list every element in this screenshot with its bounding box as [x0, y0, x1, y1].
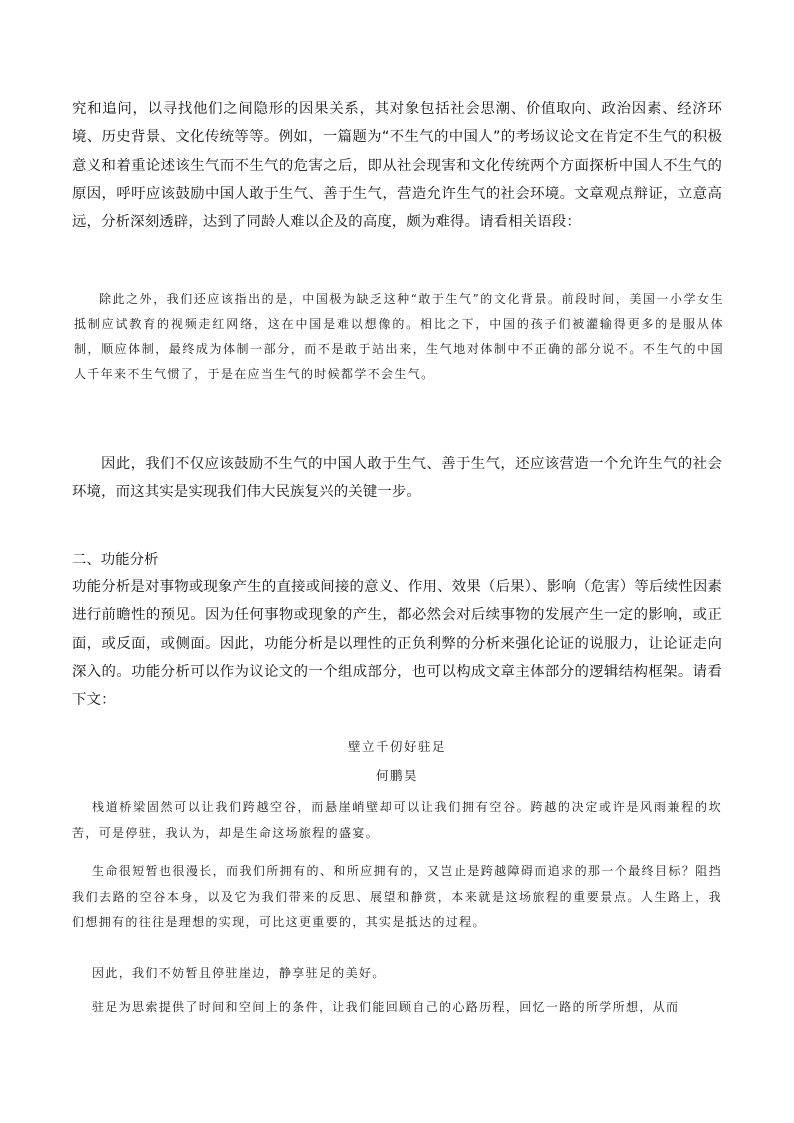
function-analysis-paragraph: 功能分析是对事物或现象产生的直接或间接的意义、作用、效果（后果）、影响（危害）等后续性因素进行前瞻性的预见。因为任何事物或现象的产生，都必然会对后续事物的发展产生一定的影响，或正面，或反面，或侧面。因此，功能分析是以理性的正负利弊的分析来强化论证的说服力，让论证走向深入的。功能分析可以作为议论文的一个组成部分，也可以构成文章主体部分的逻辑结构框架。请看下文： — [72, 579, 722, 709]
conclusion-paragraph: 因此，我们不仅应该鼓励不生气的中国人敢于生气、善于生气，还应该营造一个允许生气的社会环境，而这其实是实现我们伟大民族复兴的关键一步。 — [72, 456, 722, 501]
essay-paragraph: 因此，我们不妨暂且停驻崖边，静享驻足的美好。 — [92, 966, 386, 980]
essay-author: 何鹏昊 — [375, 768, 418, 783]
quoted-excerpt-paragraph: 除此之外，我们还应该指出的是，中国极为缺乏这种“敢于生气”的文化背景。前段时间，美国一小学女生抵制应试教育的视频走红网络，这在中国是难以想像的。相比之下，中国的孩子们被灌输得更多的是服从体制，顺应体制，最终成为体制一部分，而不是敢于站出来，生气地对体制中不正确的部分说不。不生气的中国人千年来不生气惯了，于是在应当生气的时候都学不会生气。 — [74, 292, 724, 381]
section-heading: 二、功能分析 — [72, 552, 159, 568]
intro-paragraph: 究和追问，以寻找他们之间隐形的因果关系，其对象包括社会思潮、价值取向、政治因素、经济环境、历史背景、文化传统等等。例如，一篇题为“不生气的中国人”的考场议论文在肯定不生气的积极意义和着重论述该生气而不生气的危害之后，即从社会现害和文化传统两个方面探析中国人不生气的原因，呼吁应该鼓励中国人敢于生气、善于生气，营造允许生气的社会环境。文章观点辩证，立意高远，分析深刻透辟，达到了同龄人难以企及的高度，颇为难得。请看相关语段： — [72, 101, 722, 231]
essay-title: 壁立千仞好驻足 — [347, 739, 446, 754]
essay-paragraph: 驻足为思索提供了时间和空间上的条件，让我们能回顾自己的心路历程，回忆一路的所学所想，从而 — [92, 1000, 680, 1014]
essay-paragraph: 生命很短暂也很漫长，而我们所拥有的、和所应拥有的，又岂止是跨越障碍而追求的那一个最终目标？阻挡我们去路的空谷本身，以及它为我们带来的反思、展望和静赏，本来就是这场旅程的重要景点。人生路上，我们想拥有的往往是理想的实现，可比这更重要的，其实是抵达的过程。 — [72, 864, 722, 929]
essay-paragraph: 栈道桥梁固然可以让我们跨越空谷，而悬崖峭壁却可以让我们拥有空谷。跨越的决定或许是风雨兼程的坎苦，可是停驻，我认为，却是生命这场旅程的盛宴。 — [72, 800, 722, 840]
